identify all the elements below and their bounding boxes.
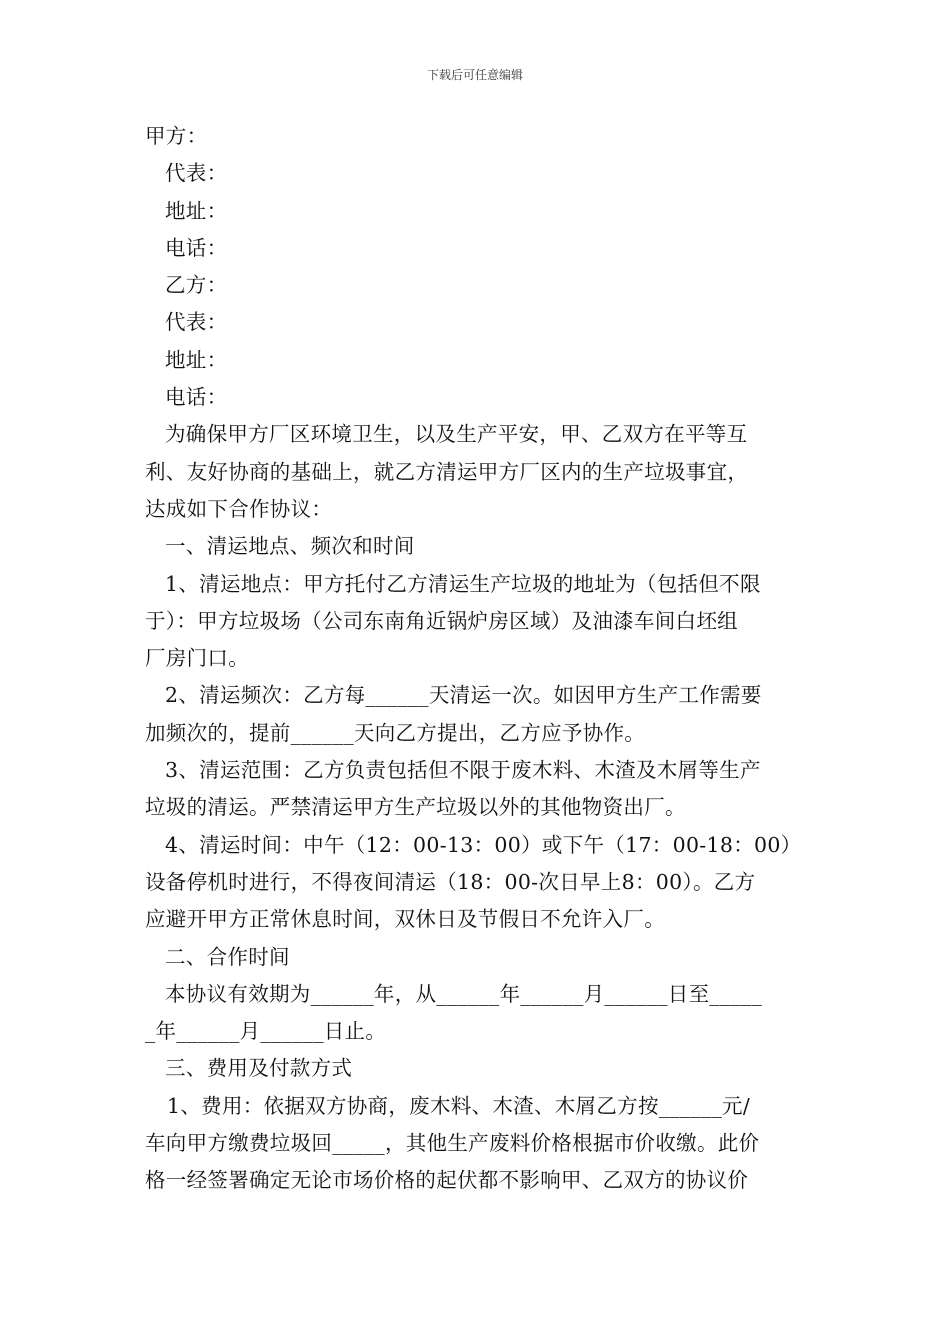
clause-2-line: _年______月______日止。 — [145, 1019, 387, 1044]
intro-paragraph-line: 为确保甲方厂区环境卫生，以及生产平安，甲、乙双方在平等互 — [165, 422, 748, 447]
intro-paragraph-line: 利、友好协商的基础上，就乙方清运甲方厂区内的生产垃圾事宜， — [145, 459, 749, 484]
party-a-address: 地址： — [165, 198, 228, 223]
page-header: 下载后可任意编辑 — [426, 68, 523, 82]
section-heading-2: 二、合作时间 — [165, 944, 290, 969]
party-a-representative: 代表： — [165, 161, 228, 186]
section-heading-3: 三、费用及付款方式 — [165, 1056, 353, 1081]
clause-1-2-line: 2、清运频次：乙方每______天清运一次。如因甲方生产工作需要 — [165, 683, 762, 708]
clause-1-4-line: 设备停机时进行，不得夜间清运（18：00-次日早上8：00）。乙方 — [145, 869, 756, 894]
clause-1-3-line: 3、清运范围：乙方负责包括但不限于废木料、木渣及木屑等生产 — [165, 758, 761, 783]
clause-1-4-line: 4、清运时间：中午（12：00-13：00）或下午（17：00-18：00） — [165, 832, 802, 857]
clause-2-line: 本协议有效期为______年，从______年______月______日至_____ — [165, 981, 763, 1006]
clause-1-1-line: 于）：甲方垃圾场（公司东南角近锅炉房区域）及油漆车间白坯组 — [145, 608, 738, 633]
intro-paragraph-line: 达成如下合作协议： — [145, 496, 333, 521]
clause-3-1-line: 车向甲方缴费垃圾回_____，其他生产废料价格根据市价收缴。此价 — [145, 1131, 760, 1156]
clause-1-3-line: 垃圾的清运。严禁清运甲方生产垃圾以外的其他物资出厂。 — [145, 795, 686, 820]
party-b-label: 乙方： — [165, 273, 228, 298]
party-a-phone: 电话： — [165, 235, 228, 260]
party-b-address: 地址： — [165, 347, 228, 372]
contract-body — [145, 118, 810, 1200]
section-heading-1: 一、清运地点、频次和时间 — [165, 534, 415, 559]
party-b-phone: 电话： — [165, 385, 228, 410]
clause-1-1-line: 厂房门口。 — [145, 646, 249, 671]
clause-1-4-line: 应避开甲方正常休息时间，双休日及节假日不允许入厂。 — [145, 907, 665, 932]
clause-1-2-line: 加频次的，提前______天向乙方提出，乙方应予协作。 — [145, 720, 646, 745]
clause-3-1-line: 格一经签署确定无论市场价格的起伏都不影响甲、乙双方的协议价 — [145, 1168, 749, 1193]
party-a-label: 甲方： — [145, 124, 208, 148]
clause-1-1-line: 1、清运地点：甲方托付乙方清运生产垃圾的地址为（包括但不限 — [165, 571, 761, 596]
clause-3-1-line: 1、费用：依据双方协商，废木料、木渣、木屑乙方按______元/ — [167, 1093, 751, 1118]
party-b-representative: 代表： — [165, 310, 228, 335]
